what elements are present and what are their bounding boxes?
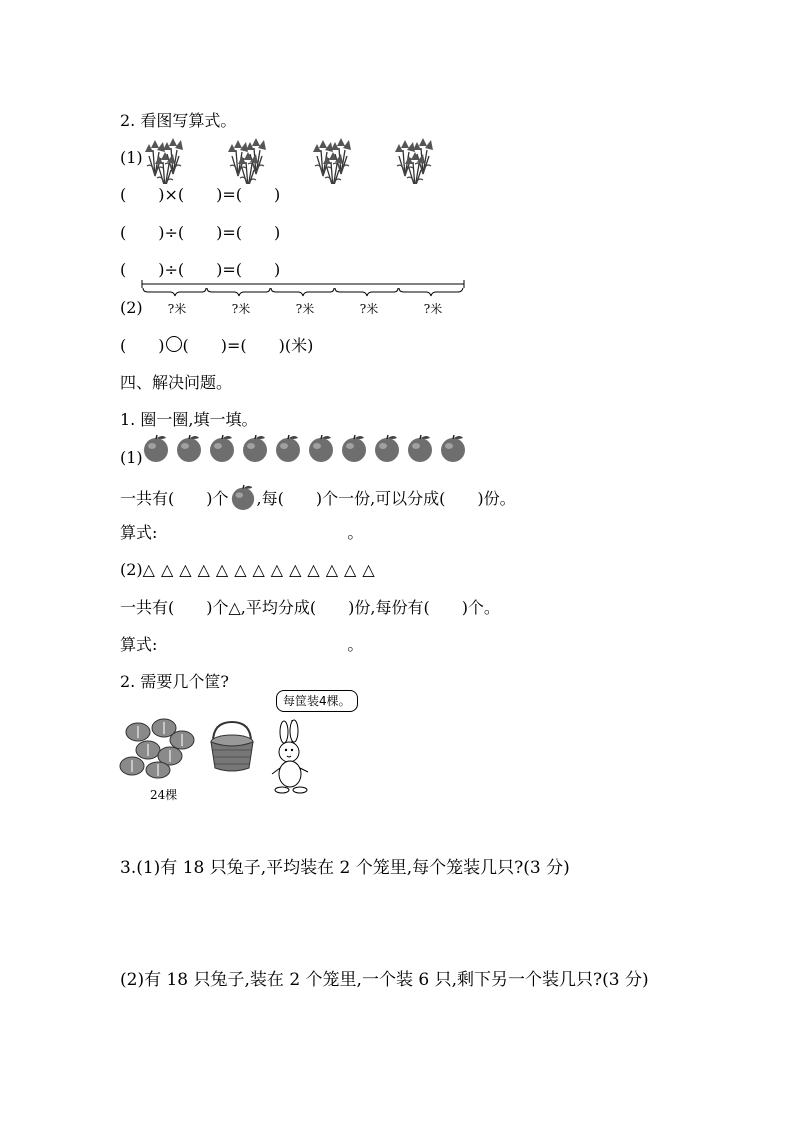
eq4-right: ( )=( )(米) (182, 336, 314, 355)
segment-label: ?米 (359, 302, 379, 316)
question-2b-title: 2. 需要几个筐? (120, 672, 229, 691)
apple-icon (408, 435, 432, 462)
apple-icon (309, 435, 333, 462)
apple-icon (276, 435, 300, 462)
flower-bunch-1 (145, 138, 183, 184)
part-2-label: (2) (120, 298, 143, 317)
flower-bunch-3 (313, 138, 351, 184)
equation-divide-1: ( )÷( )=( ) (120, 223, 281, 242)
question-3-part-1: 3.(1)有 18 只兔子,平均装在 2 个笼里,每个笼装几只?(3 分) (120, 858, 570, 878)
apple-icon (375, 435, 399, 462)
apple-icon (210, 435, 234, 462)
formula-period: 。 (347, 635, 364, 654)
triangle-part-label: (2) (120, 560, 143, 579)
apple-sentence-start: 一共有( )个 (120, 489, 229, 508)
apple-icon (243, 435, 267, 462)
question-3-part-2: (2)有 18 只兔子,装在 2 个笼里,一个装 6 只,剩下另一个装几只?(3 分) (120, 970, 649, 990)
formula-label: 算式: (120, 523, 158, 542)
eq4-left: ( ) (120, 336, 165, 355)
apple-icon (229, 484, 257, 510)
formula-line-2 (120, 634, 363, 656)
part-1-label: (1) (120, 148, 143, 167)
apple-part-label: (1) (120, 448, 143, 467)
apple-fill-sentence (120, 484, 516, 510)
apples-row (142, 434, 472, 464)
apple-sentence-end: ,每( )个一份,可以分成( )份。 (256, 489, 516, 508)
basket-image (207, 720, 257, 776)
segment-label: ?米 (423, 302, 443, 316)
equation-operator-blank (120, 335, 313, 357)
triangle-row (120, 559, 381, 581)
operator-circle (166, 336, 182, 352)
section-4-title: 四、解决问题。 (120, 373, 233, 392)
apple-icon (342, 435, 366, 462)
apple-icon (441, 435, 465, 462)
cabbage-pile-image (118, 714, 198, 780)
question-2-title: 2. 看图写算式。 (120, 111, 237, 130)
flower-bunch-4 (395, 138, 433, 184)
rabbit-image (268, 718, 314, 796)
flower-bunch-2 (228, 138, 266, 184)
segment-label: ?米 (295, 302, 315, 316)
formula-label: 算式: (120, 635, 158, 654)
question-1-title: 1. 圈一圈,填一填。 (120, 410, 258, 429)
formula-period: 。 (347, 523, 364, 542)
equation-multiply: ( )×( )=( ) (120, 185, 281, 204)
triangle-fill-sentence: 一共有( )个△,平均分成( )份,每份有( )个。 (120, 598, 500, 617)
flower-groups-image (145, 136, 455, 184)
segmented-line-diagram (140, 278, 470, 318)
apple-icon (177, 435, 201, 462)
apple-icon (144, 435, 168, 462)
speech-bubble: 每筐装4棵。 (276, 690, 358, 712)
triangles: △△△△△△△△△△△△△ (142, 560, 381, 579)
formula-line-1 (120, 522, 363, 544)
cabbage-count-label: 24棵 (150, 788, 178, 802)
segment-label: ?米 (167, 302, 187, 316)
equation-divide-2: ( )÷( )=( ) (120, 260, 281, 279)
segment-label: ?米 (231, 302, 251, 316)
